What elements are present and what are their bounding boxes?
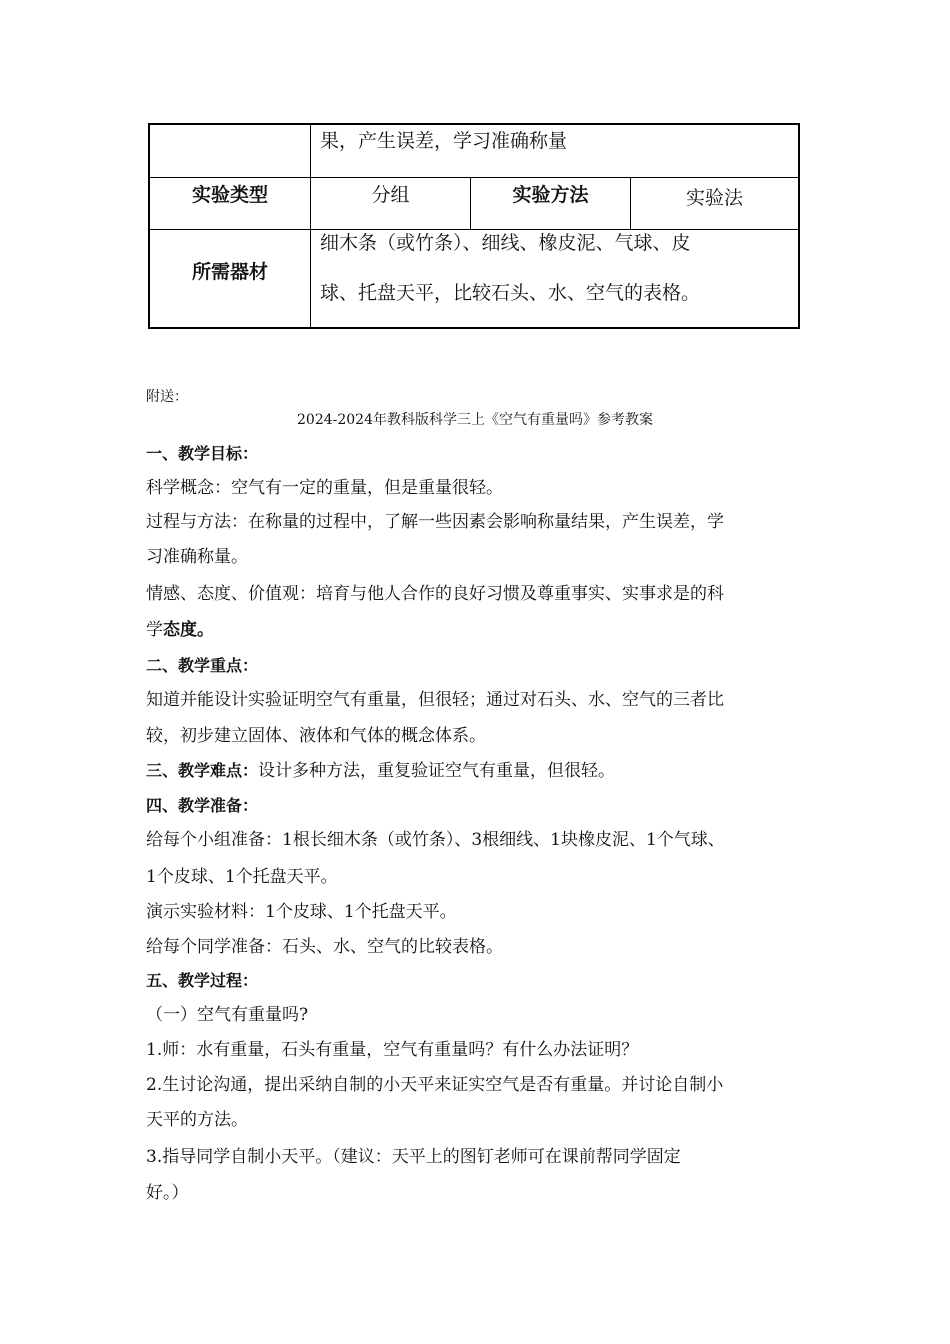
- label-experiment-method: 实验方法: [512, 184, 589, 206]
- table-row1-text: 果，产生误差，学习准确称量: [320, 130, 568, 152]
- value-experiment-method: 实验法: [685, 187, 743, 209]
- paragraph: 演示实验材料：1个皮球、1个托盘天平。: [146, 902, 457, 922]
- paragraph: 给每个同学准备：石头、水、空气的比较表格。: [146, 937, 503, 957]
- attach-label: 附送：: [146, 389, 188, 405]
- list-item: 天平的方法。: [146, 1110, 248, 1130]
- subheading: （一）空气有重量吗?: [146, 1005, 309, 1025]
- paragraph-text: 设计多种方法，重复验证空气有重量，但很轻。: [258, 761, 616, 781]
- paragraph: 较，初步建立固体、液体和气体的概念体系。: [146, 726, 486, 746]
- paragraph: 习准确称量。: [146, 547, 248, 567]
- paragraph: 1个皮球、1个托盘天平。: [146, 867, 338, 887]
- section-heading: 二、教学重点：: [146, 656, 259, 675]
- experiment-info-table: [148, 123, 800, 329]
- paragraph: [146, 618, 214, 642]
- section-line: [146, 759, 615, 783]
- list-item: 2.生讨论沟通，提出采纳自制的小天平来证实空气是否有重量。并讨论自制小: [146, 1075, 724, 1095]
- section-heading: 三、教学难点：: [146, 761, 259, 780]
- value-experiment-type: 分组: [371, 184, 410, 206]
- doc-title: 2024-2024年教科版科学三上《空气有重量吗》参考教案: [297, 412, 653, 428]
- list-item: 好。）: [146, 1183, 189, 1203]
- label-experiment-type: 实验类型: [191, 184, 268, 206]
- label-materials: 所需器材: [191, 260, 268, 283]
- list-item: 1.师：水有重量，石头有重量，空气有重量吗？有什么办法证明？: [146, 1040, 639, 1060]
- materials-line-1: 细木条（或竹条）、细线、橡皮泥、气球、皮: [320, 232, 691, 254]
- paragraph-text: 学: [146, 620, 163, 640]
- paragraph: 科学概念：空气有一定的重量，但是重量很轻。: [146, 478, 503, 498]
- section-heading: 一、教学目标：: [146, 444, 259, 463]
- list-item: 3.指导同学自制小天平。（建议：天平上的图钉老师可在课前帮同学固定: [146, 1147, 681, 1167]
- materials-line-2: 球、托盘天平，比较石头、水、空气的表格。: [320, 282, 701, 304]
- paragraph: 情感、态度、价值观：培育与他人合作的良好习惯及尊重事实、实事求是的科: [146, 584, 724, 604]
- paragraph: 知道并能设计实验证明空气有重量，但很轻；通过对石头、水、空气的三者比: [146, 690, 724, 710]
- section-heading: 四、教学准备：: [146, 796, 259, 815]
- emphasis-text: 态度。: [163, 620, 214, 640]
- paragraph: 过程与方法：在称量的过程中，了解一些因素会影响称量结果，产生误差，学: [146, 512, 724, 532]
- section-heading: 五、教学过程：: [146, 971, 259, 990]
- paragraph: 给每个小组准备：1根长细木条（或竹条）、3根细线、1块橡皮泥、1个气球、: [146, 830, 725, 850]
